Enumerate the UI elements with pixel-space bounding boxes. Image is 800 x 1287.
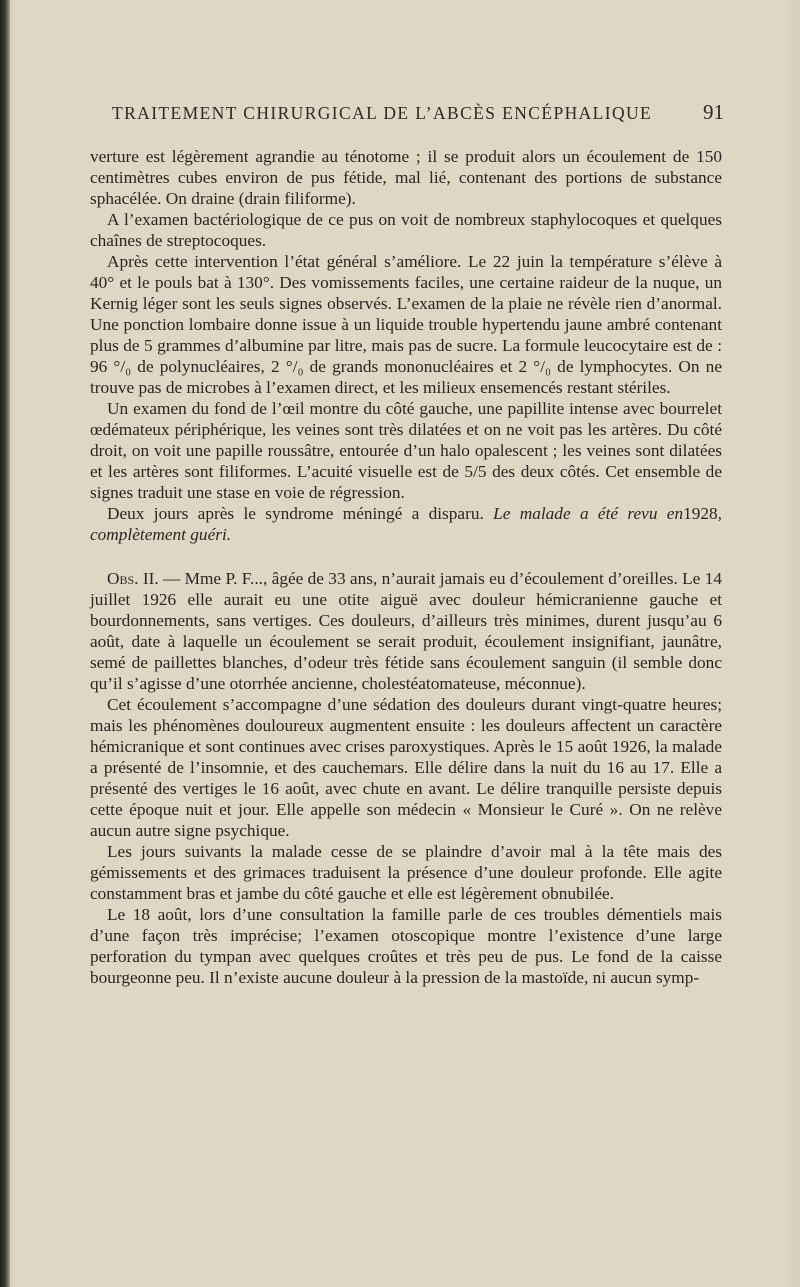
running-title: TRAITEMENT CHIRURGICAL DE L’ABCÈS ENCÉPHALIQUE [112, 103, 653, 123]
paragraph-5-year: 1928 [683, 504, 718, 523]
paragraph-1: verture est légèrement agrandie au ténotome ; il se produit alors un écoulement de 150 centimètres cubes environ de pus fétide, mal lié, contenant des portions de substance sphacélée. On draine (drain filiforme). [90, 147, 722, 208]
page-body [90, 146, 722, 988]
paragraph-3: Après cette intervention l’état général s’améliore. Le 22 juin la température s’élève à 40° et le pouls bat à 130°. Des vomissements faciles, une certaine raideur de la nuque, un Kernig léger sont les seuls signes observés. L’examen de la plaie ne révèle rien d’anormal. Une ponction lombaire donne issue à un liquide trouble hypertendu jaune ambré contenant plus de 5 grammes d’albumine par litre, mais pas de sucre. La formule leucocytaire est de : 96 °/₀ de polynucléaires, 2 °/₀ de grands mononucléaires et 2 °/₀ de lymphocytes. On ne trouve pas de microbes à l’examen direct, et les milieux ensemencés restant stériles. [90, 252, 722, 397]
paragraph-2: A l’examen bactériologique de ce pus on voit de nombreux staphylocoques et quelques chaînes de streptocoques. [90, 210, 722, 250]
paragraph-5-text: Deux jours après le syndrome méningé a disparu. [107, 504, 494, 523]
paragraph-4: Un examen du fond de l’œil montre du côté gauche, une papillite intense avec bourrelet œdémateux périphérique, les veines sont très dilatées et on ne voit pas les artères. Du côté droit, on voit une papille roussâtre, entourée d’un halo opalescent ; les veines sont dilatées et les artères sont filiformes. L’acuité visuelle est de 5/5 des deux côtés. Cet ensemble de signes traduit une stase en voie de régression. [90, 399, 722, 502]
page-number: 91 [703, 100, 724, 124]
paragraph-8: Les jours suivants la malade cesse de se plaindre d’avoir mal à la tête mais des gémissements et des grimaces traduisent la présence d’une douleur profonde. Elle agite constamment bras et jambe du côté gauche et elle est légèrement obnubilée. [90, 842, 722, 903]
paragraph-5-italic: Le malade a été revu en [493, 504, 684, 523]
observation-2 [90, 568, 722, 694]
book-binding-edge [0, 0, 10, 1287]
paragraph-5 [90, 503, 722, 545]
paragraph-7: Cet écoulement s’accompagne d’une sédation des douleurs durant vingt-quatre heures; mais les phénomènes douloureux augmentent ensuite : les douleurs affectent un caractère hémicranique et sont continues avec crises paroxystiques. Après le 15 août 1926, la malade a présenté de l’insomnie, et des cauchemars. Elle délire dans la nuit du 16 au 17. Elle a présenté des vertiges le 16 août, avec chute en avant. Le délire tranquille persiste depuis cette époque nuit et jour. Elle appelle son médecin « Monsieur le Curé ». On ne relève aucun autre signe psychique. [90, 695, 722, 840]
observation-label: Obs. II. [107, 569, 159, 588]
running-header [112, 100, 724, 126]
observation-2-text: — Mme P. F..., âgée de 33 ans, n’aurait jamais eu d’écoulement d’oreilles. Le 14 juillet 1926 elle aurait eu une otite aiguë avec douleur hémicranienne gauche et bourdonnements, sans vertiges. Ces douleurs, d’ailleurs très minimes, durent jusqu’au 6 août, date à laquelle un écoulement se serait produit, écoulement insignifiant, jaunâtre, semé de paillettes blanches, d’odeur très fétide sans écoulement sanguin (il semble donc qu’il s’agisse d’une otorrhée ancienne, cholestéatomateuse, méconnue). [90, 569, 722, 693]
paragraph-5-italic-end: , complètement guéri. [90, 504, 722, 544]
paragraph-9: Le 18 août, lors d’une consultation la famille parle de ces troubles démentiels mais d’une façon très imprécise; l’examen otoscopique montre l’existence d’une large perforation du tympan avec quelques croûtes et très peu de pus. Le fond de la caisse bourgeonne peu. Il n’existe aucune douleur à la pression de la mastoïde, ni aucun symp- [90, 905, 722, 987]
